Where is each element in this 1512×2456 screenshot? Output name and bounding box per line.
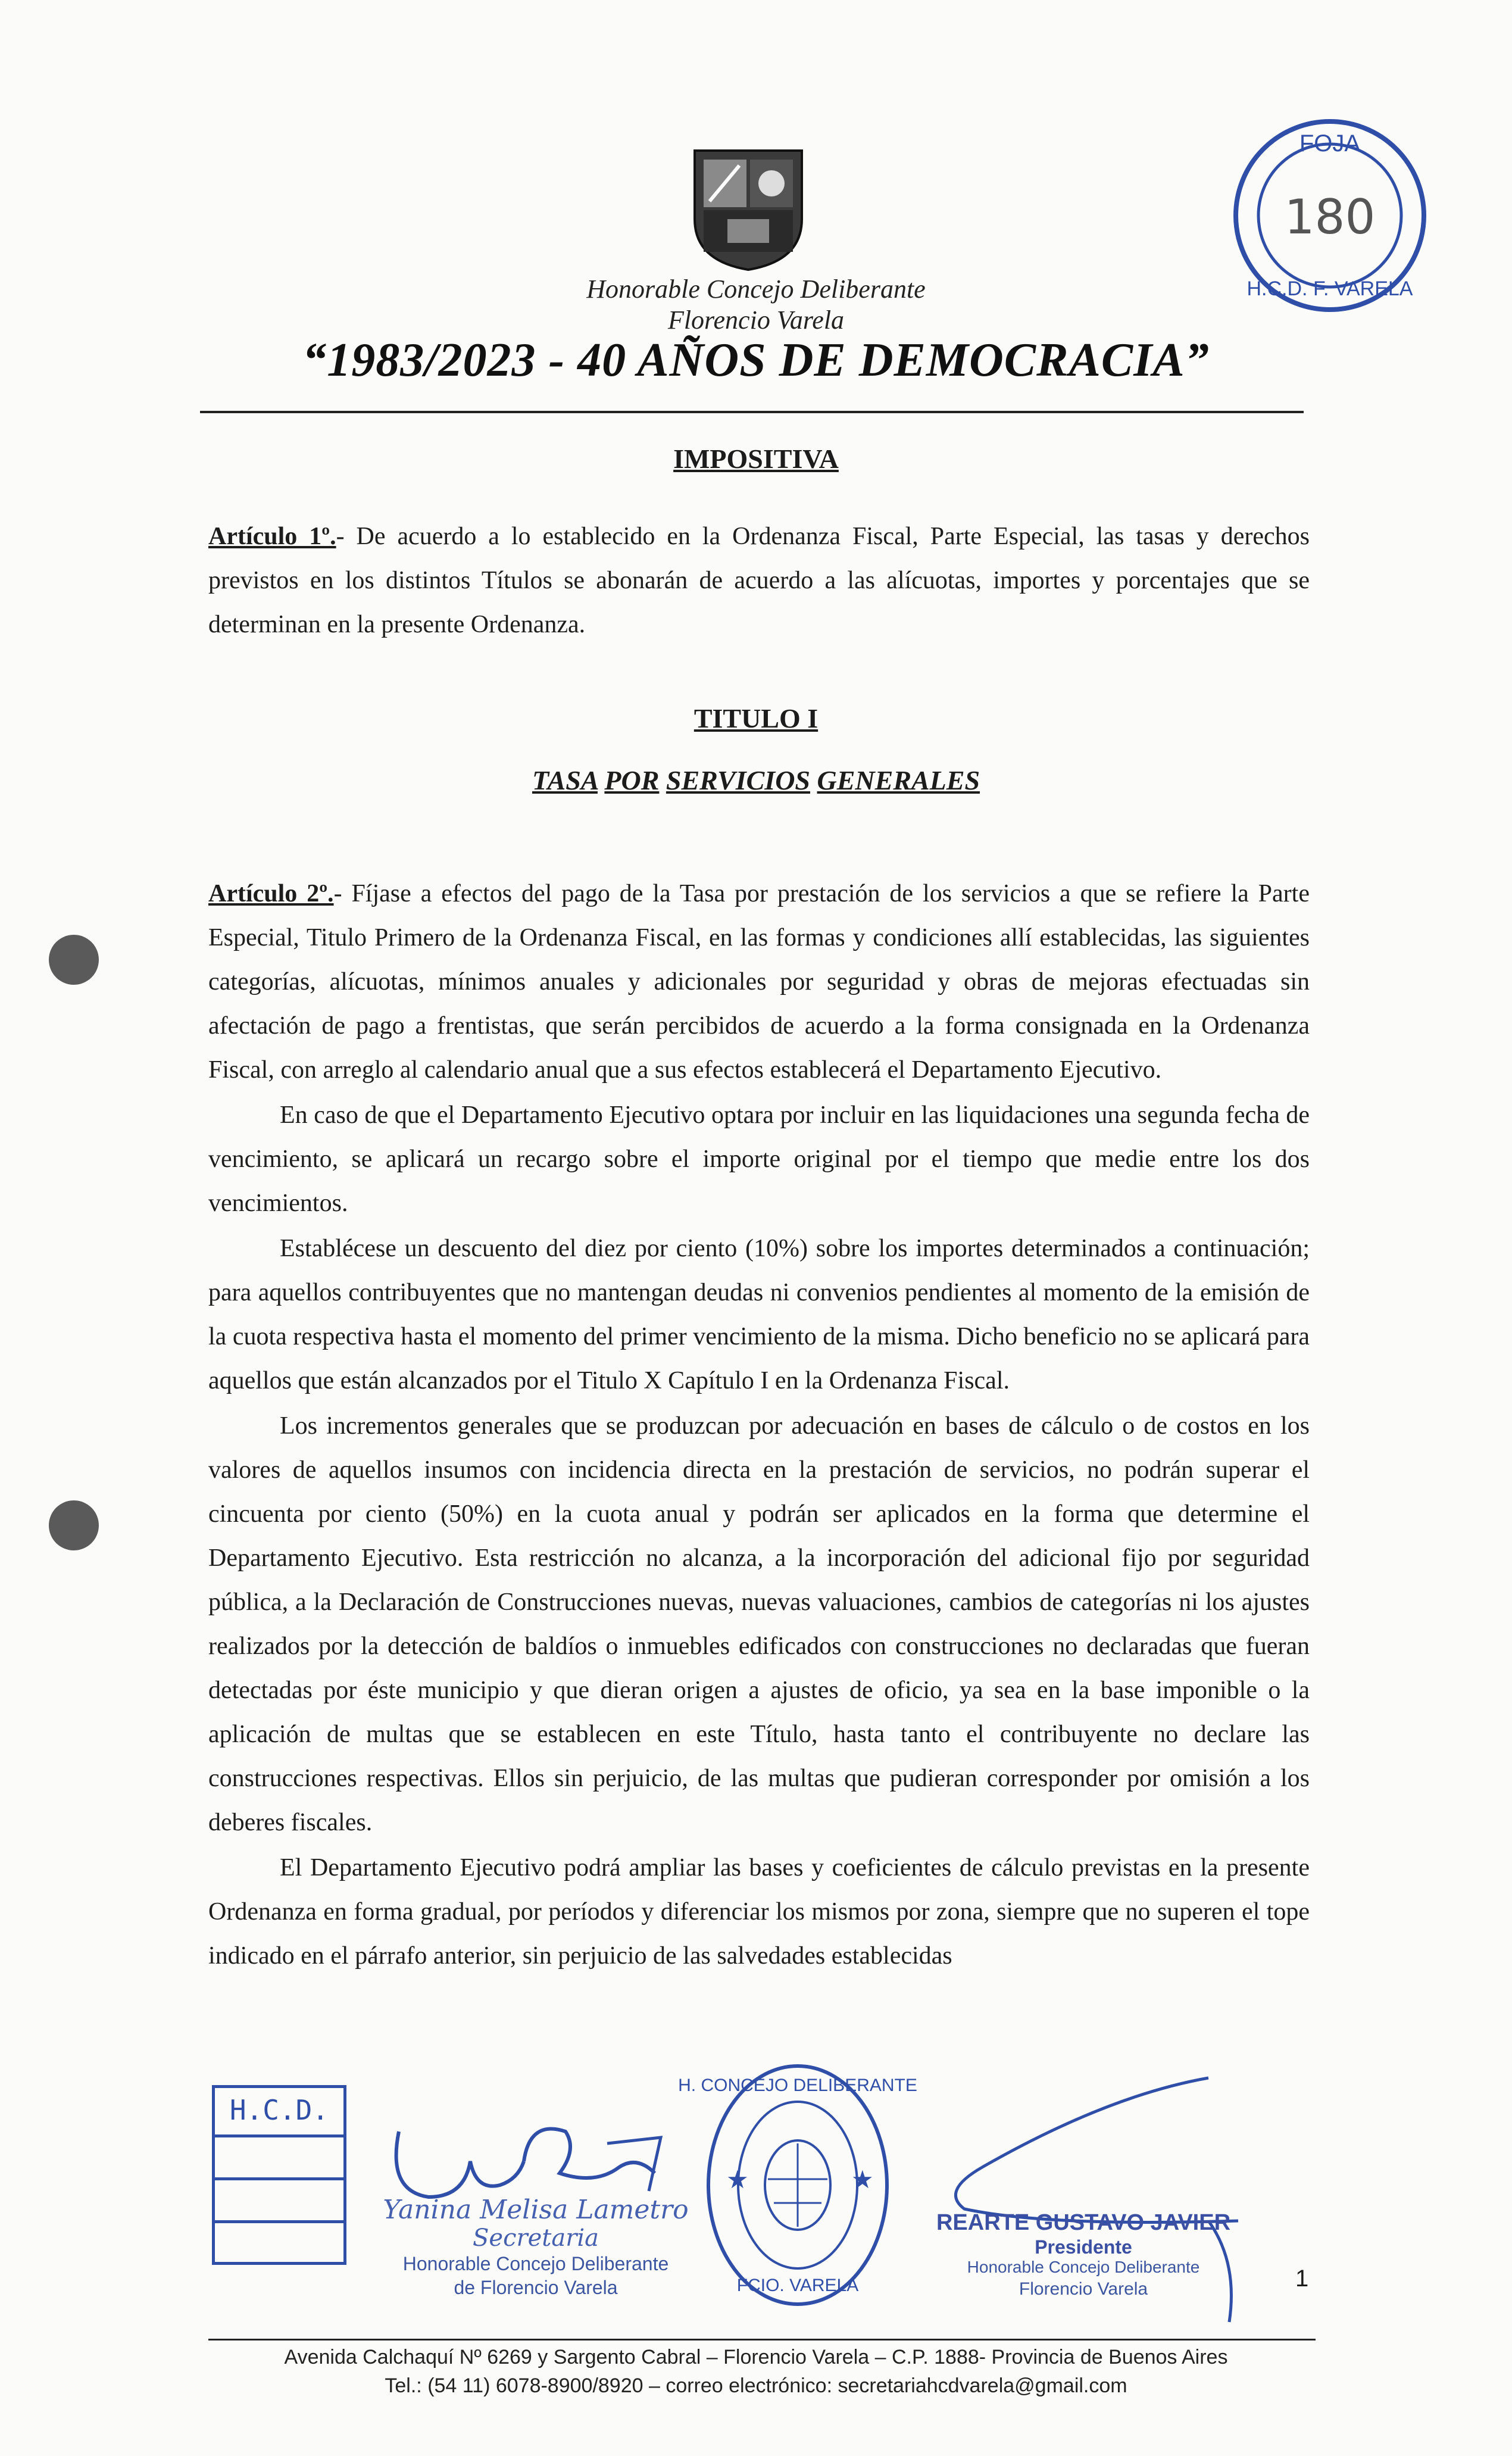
article-2-paragraph: El Departamento Ejecutivo podrá ampliar las bases y coeficientes de cálculo previstas en la presente Ordenanza en forma gradual, por períodos y diferenciar los mismos por zona, siempre que no superen el tope indicado en el párrafo anterior, sin perjuicio de las salvedades establecidas	[208, 1854, 1310, 1970]
punch-hole	[49, 935, 99, 985]
secretary-org: de Florencio Varela	[454, 2277, 618, 2298]
article-1-label: Artículo 1º.	[208, 523, 336, 550]
folio-number: 180	[1284, 189, 1376, 245]
hcd-box-label: H.C.D.	[229, 2094, 329, 2126]
president-name: REARTE GUSTAVO JAVIER	[936, 2210, 1231, 2235]
president-org: Florencio Varela	[1019, 2279, 1148, 2299]
subtitle-word: GENERALES	[817, 765, 980, 795]
article-1-text: - De acuerdo a lo establecido en la Ordenanza Fiscal, Parte Especial, las tasas y derechos previstos en los distintos Títulos se abonarán de acuerdo a las alícuotas, importes y porcentajes que se determinan en la presente Ordenanza.	[208, 523, 1310, 638]
secretary-role: Secretaria	[473, 2224, 599, 2252]
institution-name: Honorable Concejo Deliberante	[586, 274, 926, 304]
secretary-org: Honorable Concejo Deliberante	[402, 2253, 669, 2274]
president-role: Presidente	[1035, 2236, 1132, 2258]
subtitle-word: TASA	[532, 765, 598, 795]
subtitle-word: POR	[604, 765, 660, 795]
council-seal	[678, 2060, 917, 2310]
crest-logo	[692, 148, 805, 273]
article-2-label: Artículo 2º.	[208, 880, 334, 907]
header-rule	[200, 411, 1304, 413]
secretary-name: Yanina Melisa Lametro	[383, 2195, 689, 2225]
punch-hole	[49, 1500, 99, 1550]
hcd-box	[212, 2085, 346, 2265]
seal-text: H. CONCEJO DELIBERANTE	[678, 2076, 917, 2095]
article-2	[208, 872, 1310, 1978]
city-name: Florencio Varela	[667, 305, 845, 335]
footer-contact: Tel.: (54 11) 6078-8900/8920 – correo electrónico: secretariahcdvarela@gmail.com	[385, 2374, 1127, 2397]
document-heading: IMPOSITIVA	[673, 444, 839, 474]
footer-rule	[208, 2339, 1316, 2340]
article-2-text: - Fíjase a efectos del pago de la Tasa por prestación de los servicios a que se refiere la Parte Especial, Titulo Primero de la Ordenanza Fiscal, en las formas y condiciones allí establecidas, las siguientes categorías, alícuotas, mínimos anuales y adicionales por seguridad y obras de mejoras efectuadas sin afectación de pago a frentistas, que serán percibidos de acuerdo a la forma consignada en la Ordenanza Fiscal, con arreglo al calendario anual que a sus efectos establecerá el Departamento Ejecutivo.	[208, 880, 1310, 1084]
article-1	[208, 514, 1310, 647]
svg-text:★: ★	[851, 2165, 874, 2193]
subtitle-word: SERVICIOS	[666, 765, 811, 795]
article-2-paragraph: En caso de que el Departamento Ejecutivo optara por incluir en las liquidaciones una segunda fecha de vencimiento, se aplicará un recargo sobre el importe original por el tiempo que medie entre los dos vencimientos.	[208, 1101, 1310, 1217]
folio-bottom-text: H.C.D. F. VARELA	[1247, 277, 1413, 300]
president-org: Honorable Concejo Deliberante	[967, 2258, 1200, 2276]
motto: “1983/2023 - 40 AÑOS DE DEMOCRACIA”	[302, 334, 1210, 386]
article-2-paragraph: Establécese un descuento del diez por ciento (10%) sobre los importes determinados a continuación; para aquellos contribuyentes que no mantengan deudas ni convenios pendientes al momento de la emisión de la cuota respectiva hasta el momento del primer vencimiento de la misma. Dicho beneficio no se aplicará para aquellos que están alcanzados por el Titulo X Capítulo I en la Ordenanza Fiscal.	[208, 1235, 1310, 1394]
page-number: 1	[1295, 2265, 1309, 2292]
subtitle	[0, 764, 1512, 796]
article-2-paragraph: Los incrementos generales que se produzcan por adecuación en bases de cálculo o de costos en los valores de aquellos insumos con incidencia directa en la prestación de servicios, no podrán superar el cincuenta por ciento (50%) en la cuota anual y podrán ser aplicados en la forma que determine el Departamento Ejecutivo. Esta restricción no alcanza, a la incorporación del adicional fijo por seguridad pública, a la Declaración de Construcciones nuevas, nuevas valuaciones, cambios de categorías ni los ajustes realizados por la detección de baldíos o inmuebles edificados con construcciones no declaradas que fueran detectadas por éste municipio y que dieran origen a ajustes de oficio, ya sea en la base imponible o la aplicación de multas que se establecen en este Título, hasta tanto el contribuyente no declare las construcciones respectivas. Ellos sin perjuicio, de las multas que pudieran corresponder por omisión a los deberes fiscales.	[208, 1412, 1310, 1836]
svg-text:★: ★	[726, 2165, 749, 2193]
folio-top-text: FOJA	[1299, 130, 1361, 157]
footer-address: Avenida Calchaquí Nº 6269 y Sargento Cabral – Florencio Varela – C.P. 1888- Provincia de Buenos Aires	[284, 2346, 1228, 2368]
title-1: TITULO I	[693, 703, 819, 734]
folio-stamp	[1231, 117, 1429, 314]
seal-bottom-text: FCIO. VARELA	[736, 2276, 859, 2295]
